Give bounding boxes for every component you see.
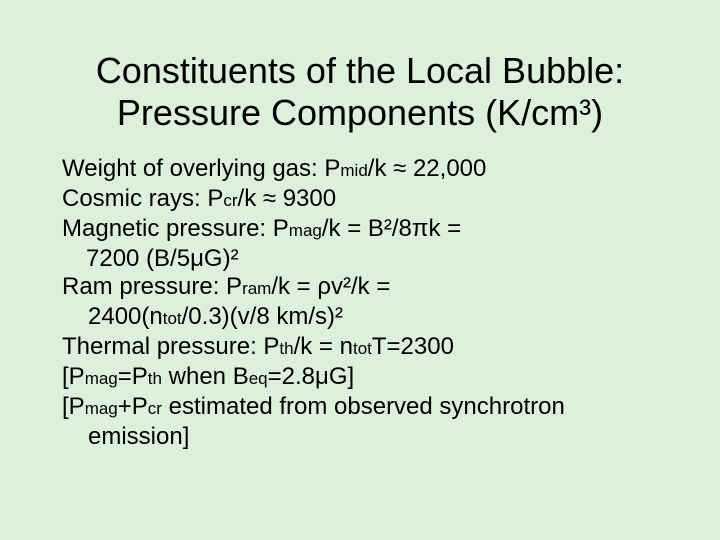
ram-cont-b: /0.3)(v/8 km/s)² bbox=[181, 303, 343, 330]
thermal-subscript: th bbox=[279, 339, 294, 358]
estimate-b: +P bbox=[117, 393, 148, 420]
cosmic-suffix: /k ≈ 9300 bbox=[237, 185, 337, 212]
ram-suffix: /k = ρv²/k = bbox=[271, 273, 391, 300]
magnetic-line bbox=[62, 215, 702, 245]
slide-title bbox=[0, 50, 720, 134]
equality-sub-1: mag bbox=[84, 369, 118, 388]
estimate-sub-2: cr bbox=[147, 399, 162, 418]
ram-cont-a: 2400(n bbox=[88, 303, 163, 330]
cosmic-prefix: Cosmic rays: P bbox=[62, 185, 224, 212]
ram-prefix: Ram pressure: P bbox=[62, 273, 243, 300]
thermal-suffix: T=2300 bbox=[371, 333, 454, 360]
weight-subscript: mid bbox=[340, 161, 368, 180]
equality-line bbox=[62, 363, 702, 393]
estimate-c: estimated from observed synchrotron bbox=[161, 393, 565, 420]
equality-c: when B bbox=[161, 363, 249, 390]
slide-body bbox=[62, 155, 702, 451]
equality-sub-3: eq bbox=[248, 369, 268, 388]
cosmic-line bbox=[62, 185, 702, 215]
thermal-subscript-2: tot bbox=[352, 339, 372, 358]
thermal-line bbox=[62, 333, 702, 363]
weight-suffix: /k ≈ 22,000 bbox=[367, 155, 487, 182]
ram-subscript: ram bbox=[242, 279, 272, 298]
equality-sub-2: th bbox=[147, 369, 162, 388]
equality-a: [P bbox=[62, 363, 85, 390]
title-line-1: Constituents of the Local Bubble: bbox=[95, 50, 625, 91]
magnetic-subscript: mag bbox=[288, 221, 322, 240]
magnetic-suffix: /k = B²/8πk = bbox=[321, 215, 462, 242]
equality-d: =2.8μG] bbox=[267, 363, 355, 390]
estimate-a: [P bbox=[62, 393, 85, 420]
weight-prefix: Weight of overlying gas: P bbox=[62, 155, 341, 182]
thermal-mid: /k = n bbox=[293, 333, 353, 360]
estimate-line bbox=[62, 393, 702, 423]
ram-line bbox=[62, 273, 702, 303]
magnetic-prefix: Magnetic pressure: P bbox=[62, 215, 289, 242]
cosmic-subscript: cr bbox=[223, 191, 238, 210]
ram-continuation bbox=[62, 303, 702, 333]
thermal-prefix: Thermal pressure: P bbox=[62, 333, 280, 360]
equality-b: =P bbox=[117, 363, 148, 390]
title-line-2: Pressure Components (K/cm³) bbox=[116, 92, 604, 133]
estimate-continuation: emission] bbox=[88, 423, 190, 450]
weight-line bbox=[62, 155, 702, 185]
magnetic-continuation: 7200 (B/5μG)² bbox=[86, 245, 239, 272]
ram-cont-subscript: tot bbox=[162, 309, 182, 328]
estimate-sub-1: mag bbox=[84, 399, 118, 418]
